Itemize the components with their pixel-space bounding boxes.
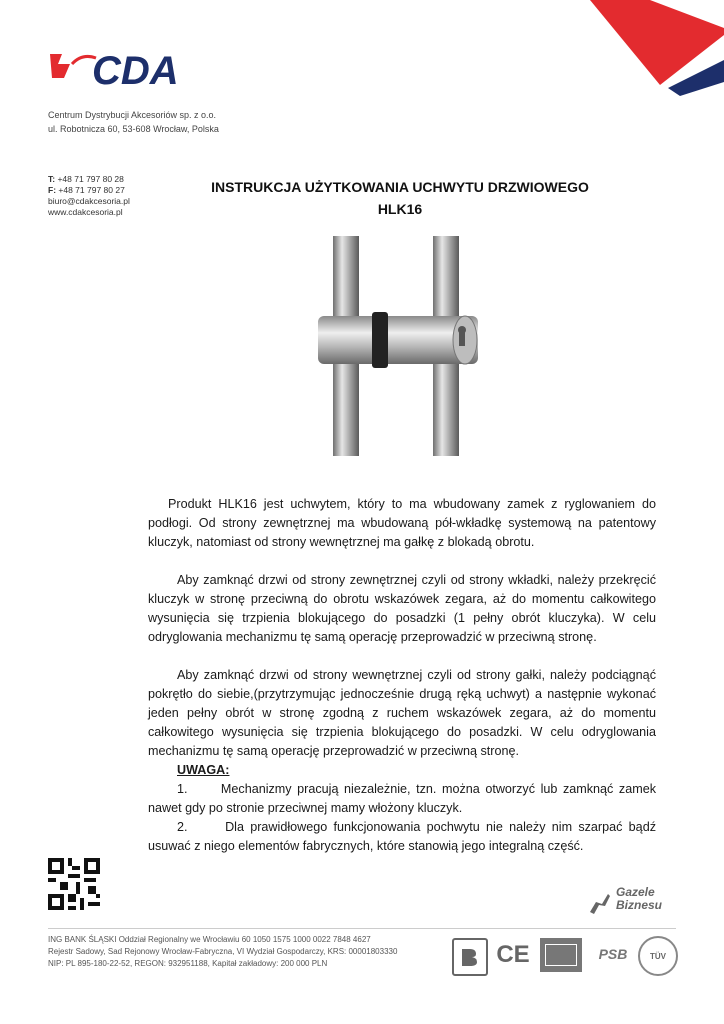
note-1: Mechanizmy pracują niezależnie, tzn. można otworzyć lub zamknąć zamek nawet gdy po stronie przeciwnej mamy włożony kluczyk. <box>148 782 656 815</box>
product-image <box>300 236 495 456</box>
gazelle-icon <box>588 890 614 916</box>
tuv-logo: TÜV <box>638 936 678 976</box>
instruction-body <box>148 495 656 856</box>
gazele-line-2: Biznesu <box>616 898 663 912</box>
warning-label: UWAGA: <box>177 763 230 777</box>
gazele-biznesu-badge <box>588 884 678 920</box>
fax-label: F: <box>48 185 57 195</box>
footer-registry: Rejestr Sadowy, Sad Rejonowy Wrocław-Fabryczna, VI Wydział Gospodarczy, KRS: 00001803330 <box>48 947 398 956</box>
paragraph-outside-lock: Aby zamknąć drzwi od strony zewnętrznej czyli od strony wkładki, należy przekręcić kluczyk w stronę przeciwną do obrotu wskazówek zegara, aż do momentu całkowitego wysunięcia się trzpienia blokującego do posadzki (1 pełny obrót kluczyka). W celu odryglowania mechanizmu tę samą operację przeprowadzić w przeciwną stronę. <box>148 573 656 644</box>
psb-logo: PSB <box>598 946 628 962</box>
qr-code[interactable] <box>48 858 100 910</box>
email-link[interactable]: biuro@cdakcesoria.pl <box>48 196 130 206</box>
gazele-line-1: Gazele <box>616 885 655 899</box>
note-1-number: 1. <box>177 782 188 796</box>
phone: +48 71 797 80 28 <box>57 174 124 184</box>
footer-nip: NIP: PL 895-180-22-52, REGON: 932951188, Kapitał zakładowy: 200 000 PLN <box>48 959 328 968</box>
ce-mark: CE <box>496 941 530 968</box>
document-title <box>150 176 650 220</box>
logo-text: CDA <box>92 50 179 90</box>
note-2: Dla prawidłowego funkcjonowania pochwytu nie należy nim szarpać bądź usuwać z niego elementów fabrycznych, które stanowią jego integralną część. <box>148 820 656 853</box>
note-2-number: 2. <box>177 820 188 834</box>
company-block <box>48 108 219 136</box>
website-link[interactable]: www.cdakcesoria.pl <box>48 207 123 217</box>
contact-block <box>48 174 130 218</box>
phone-label: T: <box>48 174 56 184</box>
fax: +48 71 797 80 27 <box>58 185 125 195</box>
paragraph-inside-lock: Aby zamknąć drzwi od strony wewnętrznej czyli od strony gałki, należy podciągnąć pokrętło do siebie,(przytrzymując jednocześnie drugą ręką uchwyt) a następnie wykonać jeden pełny obrót w stronę zgodną z ruchem wskazówek zegara, aż do momentu całkowitego wysunięcia się trzpienia blokującego do posadzki. W celu odryglowania mechanizmu tę samą operację przeprowadzić w przeciwną stronę. <box>148 668 656 758</box>
title-line-2: HLK16 <box>377 201 423 217</box>
footer-legal <box>48 934 397 970</box>
cda-logo <box>48 50 243 90</box>
footer-divider <box>48 928 676 929</box>
company-name: Centrum Dystrybucji Akcesoriów sp. z o.o. <box>48 110 217 120</box>
quality-cert-icon <box>540 938 582 972</box>
title-line-1: INSTRUKCJA UŻYTKOWANIA UCHWYTU DRZWIOWEGO <box>211 179 589 195</box>
paragraph-intro: Produkt HLK16 jest uchwytem, który to ma wbudowany zamek z ryglowaniem do podłogi. Od strony zewnętrznej ma wbudowaną pół-wkładkę systemową na patentowy kluczyk, natomiast od strony wewnętrznej ma gałkę z blokadą obrotu. <box>148 497 656 549</box>
footer-bank: ING BANK ŚLĄSKI Oddział Regionalny we Wrocławiu 60 1050 1575 1000 0022 7848 4627 <box>48 935 371 944</box>
company-address: ul. Robotnicza 60, 53-608 Wrocław, Polska <box>48 124 219 134</box>
bs-cert-icon <box>452 938 488 976</box>
